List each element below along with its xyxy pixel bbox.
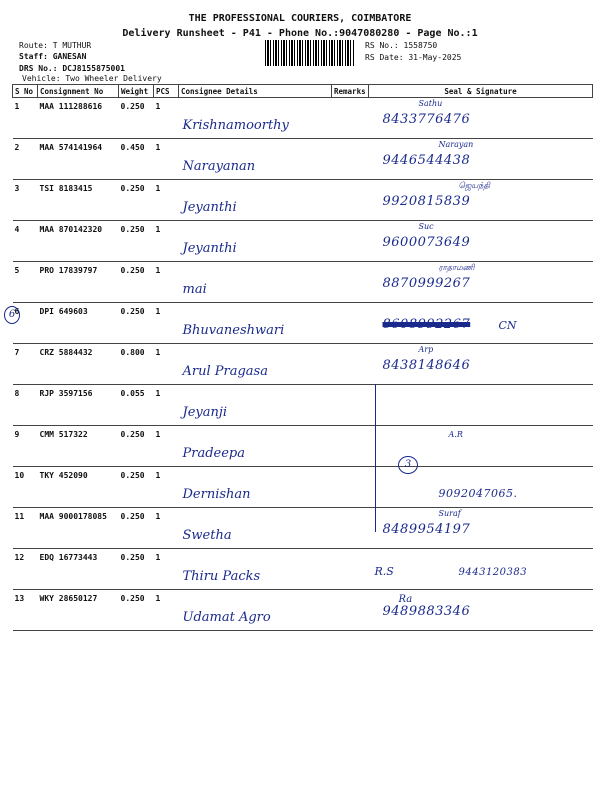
route: Route: T MUTHUR xyxy=(19,41,92,50)
consignee-name: Pradeepa xyxy=(182,446,245,461)
col-consignment: Consignment No xyxy=(38,85,119,98)
circled-annotation: 3 xyxy=(398,456,418,474)
pcs: 1 xyxy=(155,594,161,603)
table-header xyxy=(13,85,593,98)
consignee-name: Thiru Packs xyxy=(182,569,261,584)
phone-number: 9920815839 xyxy=(382,194,471,209)
table-row xyxy=(13,221,593,262)
weight: 0.250 xyxy=(120,266,145,275)
drs-number: DRS No.: DCJ8155875001 xyxy=(19,64,125,73)
signature: ராதாமணி xyxy=(438,263,475,272)
pcs: 1 xyxy=(155,307,161,316)
row-sno: 8 xyxy=(14,389,20,398)
table-row xyxy=(13,262,593,303)
pcs: 1 xyxy=(155,143,161,152)
pcs: 1 xyxy=(155,348,161,357)
col-sno: S No xyxy=(13,85,38,98)
consignment-no: CMM 517322 xyxy=(39,430,88,439)
table-row xyxy=(13,98,593,139)
row-sno: 12 xyxy=(14,553,25,562)
consignee-name: Swetha xyxy=(182,528,232,543)
row-sno: 7 xyxy=(14,348,20,357)
company-title: THE PROFESSIONAL COURIERS, COIMBATORE xyxy=(188,13,412,24)
weight: 0.055 xyxy=(120,389,145,398)
col-consignee: Consignee Details xyxy=(179,85,332,98)
pcs: 1 xyxy=(155,266,161,275)
signature: Sathu xyxy=(418,99,443,108)
signature: CN xyxy=(498,319,517,332)
table-row xyxy=(13,549,593,590)
table-row xyxy=(13,303,593,344)
signature: Narayan xyxy=(438,140,474,149)
consignee-name: Jeyanthi xyxy=(182,200,237,215)
consignee-name: Narayanan xyxy=(182,159,256,174)
consignee-name: mai xyxy=(182,282,207,297)
signature: Arp xyxy=(418,345,434,354)
weight: 0.250 xyxy=(120,512,145,521)
pcs: 1 xyxy=(155,389,161,398)
weight: 0.450 xyxy=(120,143,145,152)
row-sno: 6 xyxy=(14,307,20,316)
consignment-no: MAA 574141964 xyxy=(39,143,103,152)
table-row xyxy=(13,139,593,180)
consignment-no: MAA 111288616 xyxy=(39,102,103,111)
col-weight: Weight xyxy=(119,85,154,98)
consignee-name: Dernishan xyxy=(182,487,251,502)
col-pcs: PCS xyxy=(154,85,179,98)
signature: R.S xyxy=(374,565,394,578)
consignment-no: PRO 17839797 xyxy=(39,266,98,275)
rs-date: RS Date: 31-May-2025 xyxy=(365,53,462,62)
consignment-no: CRZ 5884432 xyxy=(39,348,93,357)
signature: A.R xyxy=(448,430,463,439)
row-sno: 5 xyxy=(14,266,20,275)
consignee-name: Jeyanji xyxy=(182,405,228,420)
phone-number: 9092047065. xyxy=(438,487,518,500)
signature: Ra xyxy=(398,594,413,605)
table-row xyxy=(13,344,593,385)
phone-number: 8433776476 xyxy=(382,112,471,127)
weight: 0.250 xyxy=(120,184,145,193)
row-sno: 9 xyxy=(14,430,20,439)
bracket-mark xyxy=(375,384,382,532)
consignee-name: Arul Pragasa xyxy=(182,364,268,379)
table-row xyxy=(13,385,593,426)
weight: 0.250 xyxy=(120,225,145,234)
pcs: 1 xyxy=(155,471,161,480)
row-sno: 2 xyxy=(14,143,20,152)
phone-number: 8608992267 xyxy=(382,317,471,332)
consignee-name: Bhuvaneshwari xyxy=(182,323,285,338)
row-sno: 11 xyxy=(14,512,25,521)
consignment-no: TSI 8183415 xyxy=(39,184,93,193)
row-sno: 10 xyxy=(14,471,25,480)
phone-number: 9489883346 xyxy=(382,604,471,619)
weight: 0.250 xyxy=(120,594,145,603)
consignee-name: Krishnamoorthy xyxy=(182,118,289,133)
rs-number: RS No.: 1558750 xyxy=(365,41,438,50)
row-sno: 3 xyxy=(14,184,20,193)
staff: Staff: GANESAN xyxy=(19,52,87,61)
circled-annotation: 6 xyxy=(4,306,20,324)
table-row xyxy=(13,508,593,549)
consignment-no: DPI 649603 xyxy=(39,307,88,316)
consignee-name: Udamat Agro xyxy=(182,610,271,625)
phone-number: 9446544438 xyxy=(382,153,471,168)
table-row xyxy=(13,426,593,467)
row-sno: 13 xyxy=(14,594,25,603)
runsheet-table xyxy=(12,84,593,631)
phone-number: 8489954197 xyxy=(382,522,471,537)
phone-number: 9600073649 xyxy=(382,235,471,250)
weight: 0.250 xyxy=(120,102,145,111)
row-sno: 4 xyxy=(14,225,20,234)
phone-number: 8438148646 xyxy=(382,358,471,373)
consignment-no: RJP 3597156 xyxy=(39,389,93,398)
consignment-no: WKY 28650127 xyxy=(39,594,98,603)
row-sno: 1 xyxy=(14,102,20,111)
weight: 0.250 xyxy=(120,471,145,480)
runsheet-subtitle: Delivery Runsheet - P41 - Phone No.:9047080280 - Page No.:1 xyxy=(122,28,478,39)
signature: ஜெயந்தி xyxy=(458,181,490,190)
pcs: 1 xyxy=(155,225,161,234)
signature: Suc xyxy=(418,222,434,231)
pcs: 1 xyxy=(155,430,161,439)
consignment-no: MAA 9000178085 xyxy=(39,512,107,521)
pcs: 1 xyxy=(155,553,161,562)
weight: 0.250 xyxy=(120,430,145,439)
phone-number: 9443120383 xyxy=(458,567,528,578)
col-signature: Seal & Signature xyxy=(369,85,593,98)
vehicle: Vehicle: Two Wheeler Delivery xyxy=(22,74,162,83)
pcs: 1 xyxy=(155,102,161,111)
pcs: 1 xyxy=(155,512,161,521)
weight: 0.250 xyxy=(120,553,145,562)
col-remarks: Remarks xyxy=(332,85,369,98)
consignment-no: EDQ 16773443 xyxy=(39,553,98,562)
phone-number: 8870999267 xyxy=(382,276,471,291)
table-row xyxy=(13,590,593,631)
table-row xyxy=(13,180,593,221)
weight: 0.250 xyxy=(120,307,145,316)
weight: 0.800 xyxy=(120,348,145,357)
signature: Suraf xyxy=(438,509,461,518)
consignment-no: TKY 452090 xyxy=(39,471,88,480)
consignee-name: Jeyanthi xyxy=(182,241,237,256)
pcs: 1 xyxy=(155,184,161,193)
barcode xyxy=(265,40,355,66)
consignment-no: MAA 870142320 xyxy=(39,225,103,234)
table-row xyxy=(13,467,593,508)
